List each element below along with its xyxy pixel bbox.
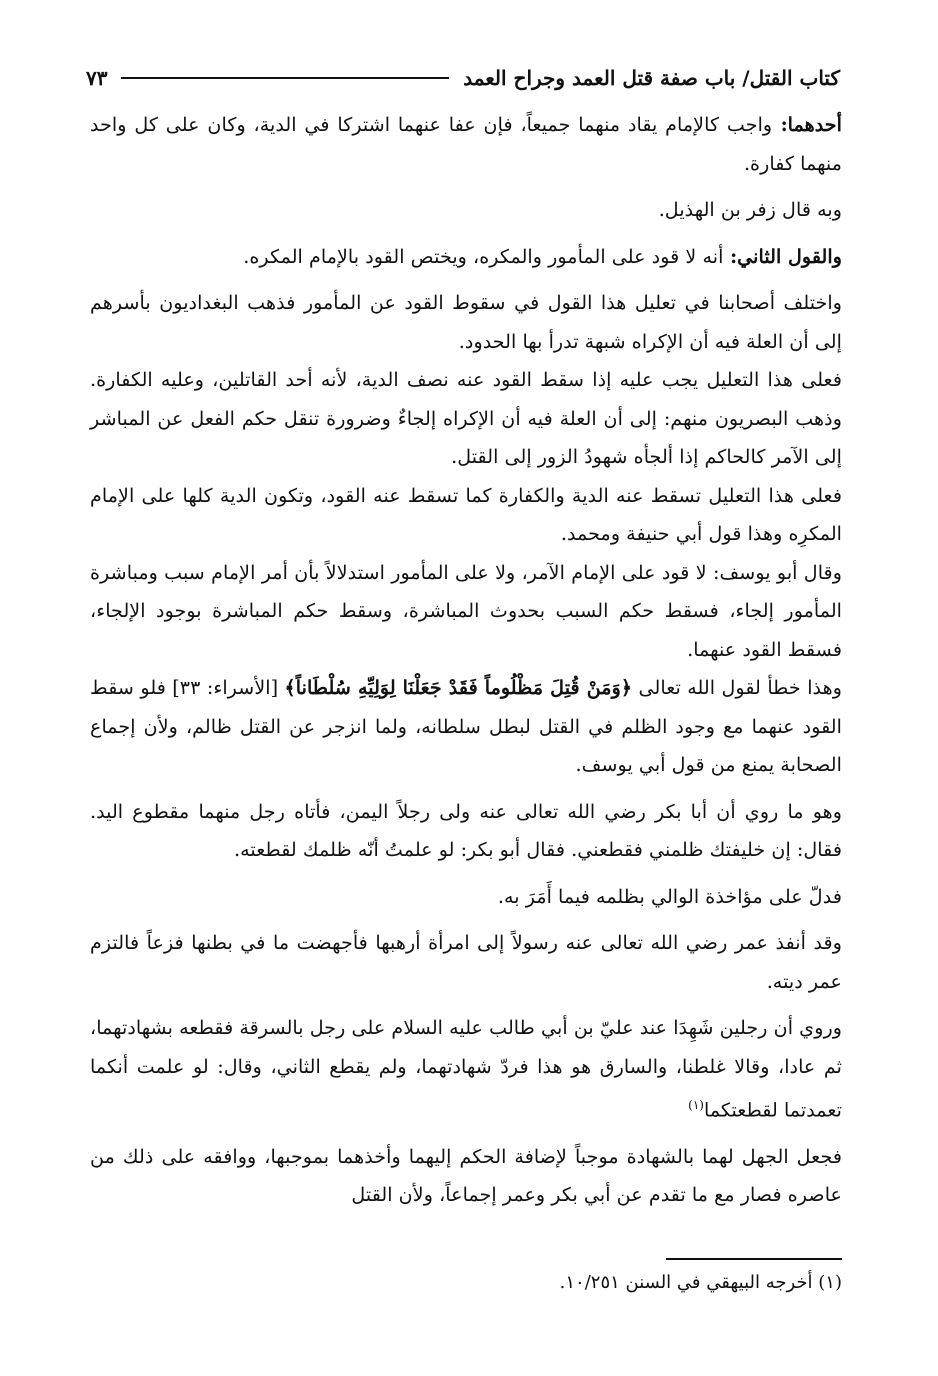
paragraph-text: وروي أن رجلين شَهِدَا عند عليّ بن أبي طالب عليه السلام على رجل بالسرقة فقطعه بشهادتهما، ثم عادا، وقالا غلطنا، والسارق هو هذا فردّ شهادتهما، ولم يقطع الثاني، وقال: لو علمت أنكما تعمدتما لقطعتكما <box>90 1016 842 1122</box>
paragraph-text: فدلّ على مؤاخذة الوالي بظلمه فيما أَمَرَ به. <box>497 884 842 908</box>
page-header <box>86 56 840 100</box>
paragraph-text: فجعل الجهل لهما بالشهادة موجباً لإضافة الحكم إليهما وأخذهما بموجبها، ووافقه على ذلك من عاصره فصار مع ما تقدم عن أبي بكر وعمر إجماعاً، ولأن القتل <box>90 1144 842 1207</box>
quran-paragraph <box>90 669 842 785</box>
footnote-divider <box>666 1258 842 1260</box>
running-title: كتاب القتل/ باب صفة قتل العمد وجراح العمد <box>463 66 840 90</box>
paragraph <box>90 878 842 917</box>
footnote-reference: (١) <box>688 1098 704 1112</box>
paragraph-text: [الأسراء: ٣٣] فلو سقط القود عنهما مع وجود الظلم في القتل لبطل سلطانه، ولما انزجر عن القتل ظالم، ولأن إجماع الصحابة يمنع من قول أبي يوسف. <box>90 676 842 776</box>
paragraph <box>90 477 842 554</box>
paragraph <box>90 793 842 870</box>
paragraph <box>90 284 842 361</box>
paragraph <box>90 106 842 183</box>
paragraph <box>90 191 842 230</box>
header-rule <box>121 77 449 79</box>
page-number: ٧٣ <box>86 66 108 90</box>
paragraph-lead: والقول الثاني: <box>723 244 842 268</box>
main-text <box>90 106 842 1215</box>
paragraph <box>90 1009 842 1130</box>
paragraph <box>90 238 842 277</box>
paragraph-text: فعلى هذا التعليل يجب عليه إذا سقط القود عنه نصف الدية، لأنه أحد القاتلين، وعليه الكفارة. وذهب البصريون منهم: إلى أن العلة فيه أن الإكراه إلجاءٌ وضرورة تنقل حكم الفعل عن المباشر إلى الآمر كالحاكم إذا ألجأه شهودُ الزور إلى القتل. <box>90 368 842 468</box>
paragraph-text: واجب كالإمام يقاد منهما جميعاً، فإن عفا عنهما اشتركا في الدية، وكان على كل واحد منهما كفارة. <box>90 113 842 175</box>
paragraph-text: فعلى هذا التعليل تسقط عنه الدية والكفارة كما تسقط عنه القود، وتكون الدية كلها على الإمام المكرِه وهذا قول أبي حنيفة ومحمد. <box>90 483 842 545</box>
paragraph-text: وبه قال زفر بن الهذيل. <box>658 198 842 221</box>
paragraph-text: أنه لا قود على المأمور والمكره، ويختص القود بالإمام المكره. <box>243 244 724 268</box>
paragraph-lead: أحدهما: <box>772 113 842 136</box>
paragraph <box>90 554 842 670</box>
quran-verse: ﴿وَمَنْ قُتِلَ مَظْلُوماً فَقَدْ جَعَلْنَا لِوَلِيِّهِ سُلْطَاناً﴾ <box>284 676 633 699</box>
paragraph-text: واختلف أصحابنا في تعليل هذا القول في سقوط القود عن المأمور فذهب البغداديون بأسرهم إلى أن العلة فيه أن الإكراه شبهة تدرأ بها الحدود. <box>90 291 842 353</box>
footnote: (١) أخرجه البيهقي في السنن ١٠/٢٥١. <box>559 1272 842 1293</box>
paragraph-text: وقال أبو يوسف: لا قود على الإمام الآمر، ولا على المأمور استدلالاً بأن أمر الإمام سبب ومباشرة المأمور إلجاء، فسقط حكم السبب بحدوث المباشرة، وسقط حكم المباشرة بوجود الإلجاء، فسقط القود عنهما. <box>90 560 842 661</box>
paragraph-text: وقد أنفذ عمر رضي الله تعالى عنه رسولاً إلى امرأة أرهبها فأجهضت ما في بطنها فزعاً فالتزم عمر ديته. <box>90 931 842 993</box>
paragraph <box>90 1138 842 1215</box>
paragraph <box>90 361 842 477</box>
paragraph-text: وهو ما روي أن أبا بكر رضي الله تعالى عنه ولى رجلاً اليمن، فأتاه رجل منهما مقطوع اليد. فقال: إن خليفتك ظلمني فقطعني. فقال أبو بكر: لو علمتُ أنّه ظلمك لقطعته. <box>90 799 842 861</box>
paragraph <box>90 924 842 1001</box>
paragraph-text: وهذا خطأ لقول الله تعالى <box>632 676 842 699</box>
